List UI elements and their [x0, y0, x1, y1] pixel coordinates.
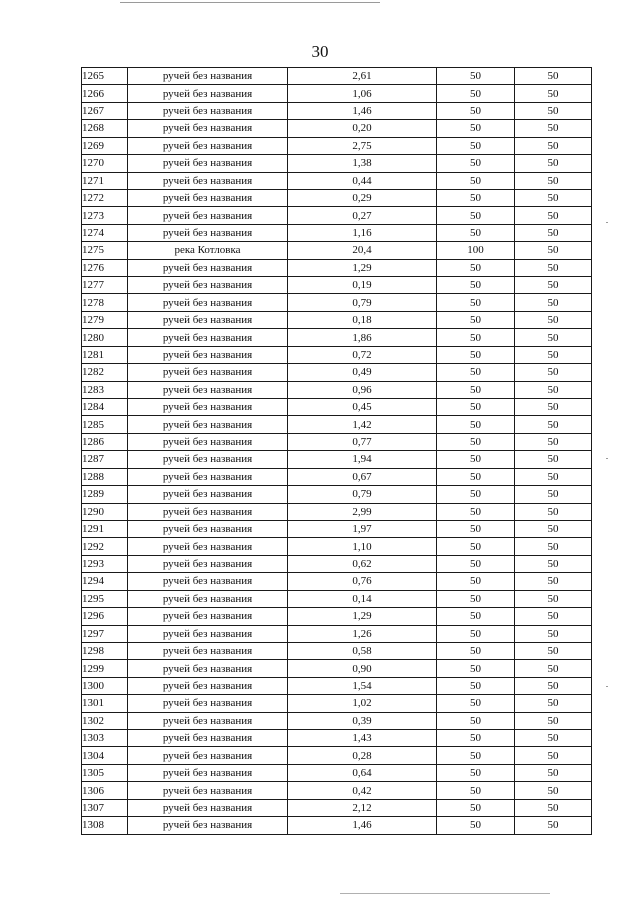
value-a-cell: 50	[437, 381, 515, 398]
row-number-cell: 1307	[82, 799, 128, 816]
watercourse-name-cell: ручей без названия	[128, 85, 288, 102]
watercourse-name-cell: ручей без названия	[128, 137, 288, 154]
row-number-cell: 1285	[82, 416, 128, 433]
row-number-cell: 1277	[82, 277, 128, 294]
row-number-cell: 1290	[82, 503, 128, 520]
value-a-cell: 50	[437, 102, 515, 119]
row-number-cell: 1296	[82, 608, 128, 625]
row-number-cell: 1299	[82, 660, 128, 677]
table-row	[82, 102, 592, 119]
table-row	[82, 642, 592, 659]
watercourse-name-cell: река Котловка	[128, 242, 288, 259]
table-row	[82, 625, 592, 642]
table-row	[82, 172, 592, 189]
length-cell: 1,26	[288, 625, 437, 642]
length-cell: 0,67	[288, 468, 437, 485]
length-cell: 0,58	[288, 642, 437, 659]
table-row	[82, 416, 592, 433]
table-row	[82, 555, 592, 572]
watercourse-name-cell: ручей без названия	[128, 172, 288, 189]
table-row	[82, 364, 592, 381]
scan-edge-line-bottom	[340, 893, 550, 894]
length-cell: 1,54	[288, 677, 437, 694]
table-row	[82, 294, 592, 311]
watercourse-name-cell: ручей без названия	[128, 120, 288, 137]
length-cell: 1,43	[288, 730, 437, 747]
watercourse-name-cell: ручей без названия	[128, 538, 288, 555]
row-number-cell: 1289	[82, 486, 128, 503]
length-cell: 0,27	[288, 207, 437, 224]
value-b-cell: 50	[515, 782, 592, 799]
length-cell: 0,77	[288, 433, 437, 450]
value-b-cell: 50	[515, 277, 592, 294]
row-number-cell: 1291	[82, 520, 128, 537]
value-a-cell: 50	[437, 207, 515, 224]
watercourse-name-cell: ручей без названия	[128, 486, 288, 503]
value-a-cell: 50	[437, 677, 515, 694]
value-b-cell: 50	[515, 451, 592, 468]
value-b-cell: 50	[515, 329, 592, 346]
length-cell: 1,46	[288, 817, 437, 834]
value-b-cell: 50	[515, 555, 592, 572]
table-row	[82, 277, 592, 294]
table-row	[82, 503, 592, 520]
table-row	[82, 520, 592, 537]
watercourse-name-cell: ручей без названия	[128, 364, 288, 381]
row-number-cell: 1272	[82, 189, 128, 206]
table-row	[82, 399, 592, 416]
value-b-cell: 50	[515, 155, 592, 172]
value-b-cell: 50	[515, 695, 592, 712]
value-a-cell: 50	[437, 764, 515, 781]
watercourse-name-cell: ручей без названия	[128, 381, 288, 398]
value-b-cell: 50	[515, 677, 592, 694]
length-cell: 0,90	[288, 660, 437, 677]
row-number-cell: 1286	[82, 433, 128, 450]
row-number-cell: 1294	[82, 573, 128, 590]
length-cell: 1,02	[288, 695, 437, 712]
value-a-cell: 50	[437, 120, 515, 137]
value-a-cell: 50	[437, 555, 515, 572]
value-b-cell: 50	[515, 189, 592, 206]
length-cell: 1,42	[288, 416, 437, 433]
table-row	[82, 677, 592, 694]
watercourse-name-cell: ручей без названия	[128, 555, 288, 572]
watercourse-name-cell: ручей без названия	[128, 451, 288, 468]
watercourse-name-cell: ручей без названия	[128, 695, 288, 712]
length-cell: 1,29	[288, 259, 437, 276]
watercourse-name-cell: ручей без названия	[128, 416, 288, 433]
watercourse-name-cell: ручей без названия	[128, 782, 288, 799]
row-number-cell: 1301	[82, 695, 128, 712]
row-number-cell: 1305	[82, 764, 128, 781]
value-a-cell: 50	[437, 137, 515, 154]
table-row	[82, 486, 592, 503]
table-row	[82, 730, 592, 747]
value-b-cell: 50	[515, 102, 592, 119]
length-cell: 1,97	[288, 520, 437, 537]
value-b-cell: 50	[515, 764, 592, 781]
value-b-cell: 50	[515, 242, 592, 259]
watercourse-name-cell: ручей без названия	[128, 277, 288, 294]
table-row	[82, 782, 592, 799]
value-a-cell: 50	[437, 503, 515, 520]
row-number-cell: 1288	[82, 468, 128, 485]
value-a-cell: 50	[437, 311, 515, 328]
row-number-cell: 1266	[82, 85, 128, 102]
table-row	[82, 242, 592, 259]
row-number-cell: 1283	[82, 381, 128, 398]
value-a-cell: 50	[437, 399, 515, 416]
watercourse-name-cell: ручей без названия	[128, 730, 288, 747]
value-b-cell: 50	[515, 747, 592, 764]
value-b-cell: 50	[515, 346, 592, 363]
scan-speck	[606, 222, 608, 223]
value-b-cell: 50	[515, 590, 592, 607]
value-b-cell: 50	[515, 608, 592, 625]
length-cell: 2,75	[288, 137, 437, 154]
value-a-cell: 50	[437, 277, 515, 294]
watercourse-name-cell: ручей без названия	[128, 573, 288, 590]
table-row	[82, 329, 592, 346]
watercourse-name-cell: ручей без названия	[128, 799, 288, 816]
length-cell: 0,76	[288, 573, 437, 590]
watercourse-name-cell: ручей без названия	[128, 520, 288, 537]
length-cell: 0,96	[288, 381, 437, 398]
value-b-cell: 50	[515, 294, 592, 311]
row-number-cell: 1269	[82, 137, 128, 154]
watercourse-name-cell: ручей без названия	[128, 433, 288, 450]
row-number-cell: 1306	[82, 782, 128, 799]
value-a-cell: 50	[437, 416, 515, 433]
length-cell: 0,20	[288, 120, 437, 137]
table-row	[82, 346, 592, 363]
table-row	[82, 224, 592, 241]
row-number-cell: 1282	[82, 364, 128, 381]
value-a-cell: 50	[437, 346, 515, 363]
row-number-cell: 1297	[82, 625, 128, 642]
table-row	[82, 712, 592, 729]
row-number-cell: 1293	[82, 555, 128, 572]
row-number-cell: 1276	[82, 259, 128, 276]
length-cell: 1,10	[288, 538, 437, 555]
value-b-cell: 50	[515, 120, 592, 137]
value-a-cell: 50	[437, 468, 515, 485]
value-b-cell: 50	[515, 642, 592, 659]
value-b-cell: 50	[515, 416, 592, 433]
value-a-cell: 50	[437, 782, 515, 799]
watercourse-name-cell: ручей без названия	[128, 68, 288, 85]
row-number-cell: 1298	[82, 642, 128, 659]
value-b-cell: 50	[515, 311, 592, 328]
table-row	[82, 573, 592, 590]
value-b-cell: 50	[515, 381, 592, 398]
value-b-cell: 50	[515, 433, 592, 450]
row-number-cell: 1295	[82, 590, 128, 607]
value-b-cell: 50	[515, 85, 592, 102]
length-cell: 0,79	[288, 294, 437, 311]
length-cell: 2,61	[288, 68, 437, 85]
row-number-cell: 1284	[82, 399, 128, 416]
table-row	[82, 155, 592, 172]
row-number-cell: 1281	[82, 346, 128, 363]
length-cell: 1,94	[288, 451, 437, 468]
watercourse-name-cell: ручей без названия	[128, 764, 288, 781]
watercourse-name-cell: ручей без названия	[128, 189, 288, 206]
value-b-cell: 50	[515, 730, 592, 747]
length-cell: 0,44	[288, 172, 437, 189]
length-cell: 0,29	[288, 189, 437, 206]
value-a-cell: 50	[437, 189, 515, 206]
value-b-cell: 50	[515, 799, 592, 816]
value-a-cell: 50	[437, 85, 515, 102]
value-b-cell: 50	[515, 712, 592, 729]
scan-edge-line	[120, 2, 380, 3]
page-number: 30	[311, 42, 329, 61]
watercourse-name-cell: ручей без названия	[128, 590, 288, 607]
table-row	[82, 608, 592, 625]
length-cell: 0,18	[288, 311, 437, 328]
value-b-cell: 50	[515, 207, 592, 224]
row-number-cell: 1268	[82, 120, 128, 137]
value-b-cell: 50	[515, 68, 592, 85]
value-a-cell: 50	[437, 294, 515, 311]
value-a-cell: 50	[437, 68, 515, 85]
length-cell: 0,64	[288, 764, 437, 781]
value-b-cell: 50	[515, 625, 592, 642]
watercourse-name-cell: ручей без названия	[128, 399, 288, 416]
watercourse-name-cell: ручей без названия	[128, 346, 288, 363]
table-row	[82, 311, 592, 328]
table-row	[82, 137, 592, 154]
table-row	[82, 189, 592, 206]
value-b-cell: 50	[515, 399, 592, 416]
watercourse-table	[81, 67, 592, 835]
length-cell: 1,29	[288, 608, 437, 625]
value-b-cell: 50	[515, 538, 592, 555]
table-row	[82, 259, 592, 276]
watercourse-name-cell: ручей без названия	[128, 712, 288, 729]
watercourse-name-cell: ручей без названия	[128, 625, 288, 642]
table-row	[82, 468, 592, 485]
row-number-cell: 1292	[82, 538, 128, 555]
length-cell: 1,86	[288, 329, 437, 346]
length-cell: 0,79	[288, 486, 437, 503]
table-row	[82, 207, 592, 224]
value-a-cell: 50	[437, 642, 515, 659]
watercourse-name-cell: ручей без названия	[128, 259, 288, 276]
value-a-cell: 100	[437, 242, 515, 259]
length-cell: 0,19	[288, 277, 437, 294]
watercourse-name-cell: ручей без названия	[128, 468, 288, 485]
scan-speck	[606, 458, 608, 459]
row-number-cell: 1275	[82, 242, 128, 259]
value-a-cell: 50	[437, 224, 515, 241]
value-b-cell: 50	[515, 573, 592, 590]
row-number-cell: 1280	[82, 329, 128, 346]
watercourse-name-cell: ручей без названия	[128, 155, 288, 172]
length-cell: 0,28	[288, 747, 437, 764]
table-row	[82, 747, 592, 764]
table-row	[82, 660, 592, 677]
table-row	[82, 590, 592, 607]
value-a-cell: 50	[437, 486, 515, 503]
value-a-cell: 50	[437, 695, 515, 712]
value-a-cell: 50	[437, 660, 515, 677]
row-number-cell: 1278	[82, 294, 128, 311]
value-b-cell: 50	[515, 660, 592, 677]
table-row	[82, 799, 592, 816]
length-cell: 20,4	[288, 242, 437, 259]
value-a-cell: 50	[437, 817, 515, 834]
value-b-cell: 50	[515, 468, 592, 485]
length-cell: 1,46	[288, 102, 437, 119]
row-number-cell: 1273	[82, 207, 128, 224]
value-b-cell: 50	[515, 486, 592, 503]
table-row	[82, 120, 592, 137]
length-cell: 0,39	[288, 712, 437, 729]
value-a-cell: 50	[437, 712, 515, 729]
value-a-cell: 50	[437, 364, 515, 381]
value-b-cell: 50	[515, 364, 592, 381]
watercourse-name-cell: ручей без названия	[128, 660, 288, 677]
table-row	[82, 381, 592, 398]
row-number-cell: 1303	[82, 730, 128, 747]
row-number-cell: 1308	[82, 817, 128, 834]
row-number-cell: 1267	[82, 102, 128, 119]
value-a-cell: 50	[437, 538, 515, 555]
value-a-cell: 50	[437, 573, 515, 590]
row-number-cell: 1302	[82, 712, 128, 729]
row-number-cell: 1270	[82, 155, 128, 172]
row-number-cell: 1287	[82, 451, 128, 468]
value-a-cell: 50	[437, 172, 515, 189]
value-a-cell: 50	[437, 608, 515, 625]
table-row	[82, 764, 592, 781]
table-row	[82, 817, 592, 834]
length-cell: 0,45	[288, 399, 437, 416]
value-b-cell: 50	[515, 259, 592, 276]
length-cell: 2,12	[288, 799, 437, 816]
value-a-cell: 50	[437, 747, 515, 764]
row-number-cell: 1300	[82, 677, 128, 694]
table-row	[82, 538, 592, 555]
watercourse-name-cell: ручей без названия	[128, 608, 288, 625]
length-cell: 0,14	[288, 590, 437, 607]
value-b-cell: 50	[515, 137, 592, 154]
length-cell: 2,99	[288, 503, 437, 520]
value-a-cell: 50	[437, 451, 515, 468]
table-body	[82, 68, 592, 835]
value-b-cell: 50	[515, 503, 592, 520]
length-cell: 0,62	[288, 555, 437, 572]
row-number-cell: 1271	[82, 172, 128, 189]
table-row	[82, 451, 592, 468]
value-a-cell: 50	[437, 799, 515, 816]
value-a-cell: 50	[437, 520, 515, 537]
watercourse-name-cell: ручей без названия	[128, 207, 288, 224]
value-b-cell: 50	[515, 172, 592, 189]
length-cell: 1,38	[288, 155, 437, 172]
value-a-cell: 50	[437, 155, 515, 172]
watercourse-name-cell: ручей без названия	[128, 503, 288, 520]
watercourse-name-cell: ручей без названия	[128, 642, 288, 659]
table-row	[82, 433, 592, 450]
row-number-cell: 1279	[82, 311, 128, 328]
watercourse-name-cell: ручей без названия	[128, 294, 288, 311]
value-a-cell: 50	[437, 433, 515, 450]
row-number-cell: 1304	[82, 747, 128, 764]
watercourse-name-cell: ручей без названия	[128, 224, 288, 241]
length-cell: 1,16	[288, 224, 437, 241]
value-a-cell: 50	[437, 590, 515, 607]
watercourse-name-cell: ручей без названия	[128, 817, 288, 834]
table-row	[82, 85, 592, 102]
value-a-cell: 50	[437, 259, 515, 276]
row-number-cell: 1265	[82, 68, 128, 85]
watercourse-name-cell: ручей без названия	[128, 329, 288, 346]
scan-speck	[606, 686, 608, 687]
value-b-cell: 50	[515, 817, 592, 834]
watercourse-name-cell: ручей без названия	[128, 747, 288, 764]
length-cell: 0,72	[288, 346, 437, 363]
value-b-cell: 50	[515, 520, 592, 537]
value-a-cell: 50	[437, 329, 515, 346]
watercourse-name-cell: ручей без названия	[128, 677, 288, 694]
watercourse-name-cell: ручей без названия	[128, 311, 288, 328]
table-row	[82, 695, 592, 712]
length-cell: 1,06	[288, 85, 437, 102]
row-number-cell: 1274	[82, 224, 128, 241]
table-row	[82, 68, 592, 85]
value-b-cell: 50	[515, 224, 592, 241]
watercourse-name-cell: ручей без названия	[128, 102, 288, 119]
value-a-cell: 50	[437, 730, 515, 747]
length-cell: 0,49	[288, 364, 437, 381]
length-cell: 0,42	[288, 782, 437, 799]
value-a-cell: 50	[437, 625, 515, 642]
